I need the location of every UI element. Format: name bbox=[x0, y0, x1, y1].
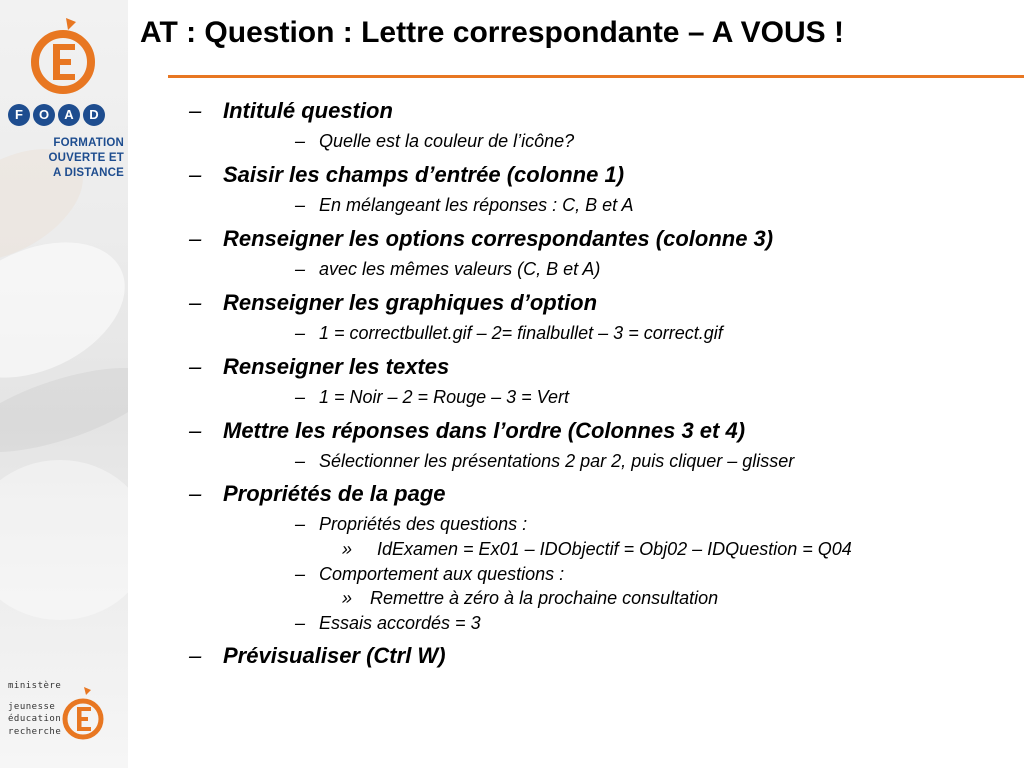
bullet-text: Mettre les réponses dans l’ordre (Colonnes 3 et 4) bbox=[223, 418, 746, 443]
bullet-dash: – bbox=[189, 481, 202, 506]
bullet-text: Saisir les champs d’entrée (colonne 1) bbox=[223, 162, 625, 187]
foad-tagline-line: FORMATION bbox=[53, 137, 124, 149]
logo-letter: A bbox=[58, 104, 80, 126]
bullet-text: Intitulé question bbox=[223, 98, 393, 123]
slide-title: AT : Question : Lettre correspondante – A VOUS ! bbox=[140, 16, 844, 49]
bullet-dash: – bbox=[189, 290, 202, 315]
sub-bullet-text: Propriétés des questions : bbox=[319, 514, 528, 534]
bullet-dash: – bbox=[189, 162, 202, 187]
bullet-dash: – bbox=[295, 259, 306, 279]
sub-bullet-text: 1 = Noir – 2 = Rouge – 3 = Vert bbox=[319, 387, 569, 407]
ministry-line: ministère bbox=[8, 681, 62, 691]
bullet-dash: – bbox=[295, 195, 306, 215]
bullet-text: Propriétés de la page bbox=[223, 481, 446, 506]
logo-letter: D bbox=[83, 104, 105, 126]
sub-bullet-text: Comportement aux questions : bbox=[319, 564, 565, 584]
sub-bullet-text: Essais accordés = 3 bbox=[319, 613, 481, 633]
logo-letter: F bbox=[8, 104, 30, 126]
sub-sub-bullet-text: IdExamen = Ex01 – IDObjectif = Obj02 – IDQuestion = Q04 bbox=[377, 539, 852, 559]
sub-bullet-text: Sélectionner les présentations 2 par 2, puis cliquer – glisser bbox=[319, 451, 795, 471]
bullet-text: Renseigner les textes bbox=[223, 354, 450, 379]
bullet-dash: – bbox=[295, 387, 306, 407]
sub-bullet-text: En mélangeant les réponses : C, B et A bbox=[319, 195, 634, 215]
bullet-dash: – bbox=[189, 226, 202, 251]
bullet-dash: – bbox=[295, 514, 306, 534]
bullet-dash: – bbox=[295, 323, 306, 343]
bullet-dash: – bbox=[295, 613, 306, 633]
bullet-arrow: » bbox=[342, 588, 353, 608]
foad-tagline-line: A DISTANCE bbox=[53, 167, 124, 179]
bullet-dash: – bbox=[189, 418, 202, 443]
bullet-dash: – bbox=[189, 354, 202, 379]
bullet-dash: – bbox=[189, 643, 202, 668]
ministry-line: jeunesse bbox=[8, 701, 56, 712]
logo-letter: O bbox=[33, 104, 55, 126]
bullet-text: Prévisualiser (Ctrl W) bbox=[223, 643, 446, 668]
foad-tagline-line: OUVERTE ET bbox=[48, 152, 124, 164]
sub-bullet-text: avec les mêmes valeurs (C, B et A) bbox=[319, 259, 601, 279]
bullet-dash: – bbox=[189, 98, 202, 123]
sub-sub-bullet-text: Remettre à zéro à la prochaine consultation bbox=[370, 588, 719, 608]
bullet-text: Renseigner les options correspondantes (colonne 3) bbox=[223, 226, 774, 251]
sub-bullet-text: Quelle est la couleur de l’icône? bbox=[319, 131, 575, 151]
bullet-dash: – bbox=[295, 564, 306, 584]
bullet-text: Renseigner les graphiques d’option bbox=[223, 290, 598, 315]
bullet-arrow: » bbox=[342, 539, 353, 559]
bullet-dash: – bbox=[295, 451, 306, 471]
ministry-line: éducation bbox=[8, 714, 62, 724]
bullet-dash: – bbox=[295, 131, 306, 151]
ministry-line: recherche bbox=[8, 726, 62, 737]
sub-bullet-text: 1 = correctbullet.gif – 2= finalbullet – 3 = correct.gif bbox=[319, 323, 723, 343]
